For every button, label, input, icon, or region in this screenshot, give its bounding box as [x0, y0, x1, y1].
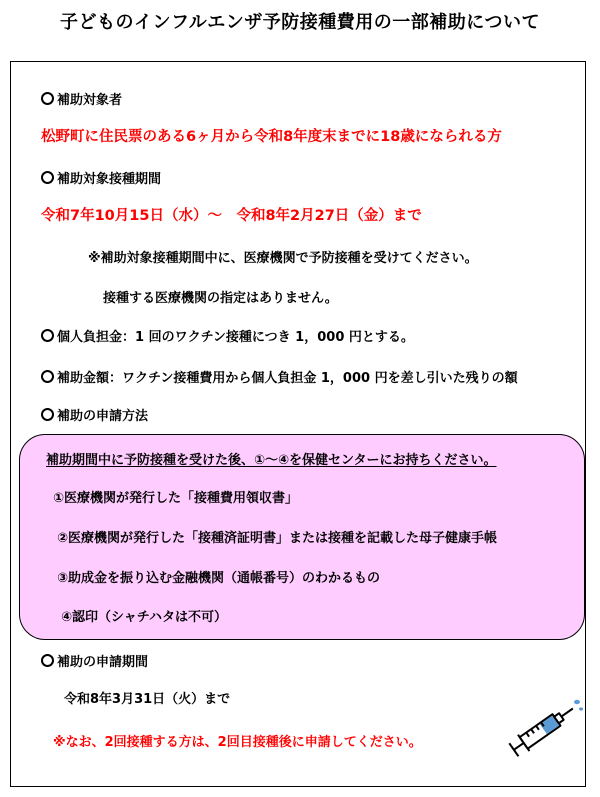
period-dates: 令和7年10月15日（水）～ 令和8年2月27日（金）まで — [41, 208, 422, 224]
section-burden — [41, 329, 414, 347]
apply-deadline: 令和8年3月31日（火）まで — [64, 692, 231, 707]
circle-bullet-icon — [41, 171, 54, 184]
apply-intro: 補助期間中に予防接種を受けた後、①～④を保健センターにお持ちください。 — [46, 453, 497, 468]
heading-text: 補助対象者 — [57, 93, 123, 108]
apply-item-1: ①医療機関が発行した「接種費用領収書」 — [53, 491, 299, 506]
period-note-1: ※補助対象接種期間中に、医療機関で予防接種を受けてください。 — [88, 251, 478, 266]
heading-text: 補助の申請方法 — [57, 409, 149, 424]
section-apply-method-heading — [41, 408, 148, 426]
target-text: 松野町に住民票のある6ヶ月から令和8年度末までに18歳になられる方 — [41, 129, 502, 145]
section-period-heading — [41, 171, 161, 189]
heading-text: 補助の申請期間 — [57, 655, 149, 670]
section-amount — [41, 370, 518, 388]
section-target-heading — [41, 92, 122, 110]
period-note-2: 接種する医療機関の指定はありません。 — [103, 291, 338, 306]
amount-text: 補助金額：ワクチン接種費用から個人負担金 1，000 円を差し引いた残りの額 — [57, 371, 518, 386]
apply-item-4: ④認印（シャチハタは不可） — [61, 610, 227, 625]
circle-bullet-icon — [41, 654, 54, 667]
circle-bullet-icon — [41, 329, 54, 342]
circle-bullet-icon — [41, 370, 54, 383]
burden-text: 個人負担金：1 回のワクチン接種につき 1，000 円とする。 — [57, 330, 414, 345]
apply-item-2: ②医療機関が発行した「接種済証明書」または接種を記載した母子健康手帳 — [57, 531, 498, 546]
circle-bullet-icon — [41, 92, 54, 105]
section-apply-period-heading — [41, 654, 148, 672]
circle-bullet-icon — [41, 408, 54, 421]
syringe-icon — [505, 692, 585, 758]
apply-period-note: ※なお、2回接種する方は、2回目接種後に申請してください。 — [53, 735, 422, 750]
apply-item-3: ③助成金を振り込む金融機関（通帳番号）のわかるもの — [57, 571, 381, 586]
page-title: 子どものインフルエンザ予防接種費用の一部補助について — [60, 12, 540, 33]
heading-text: 補助対象接種期間 — [57, 172, 162, 187]
